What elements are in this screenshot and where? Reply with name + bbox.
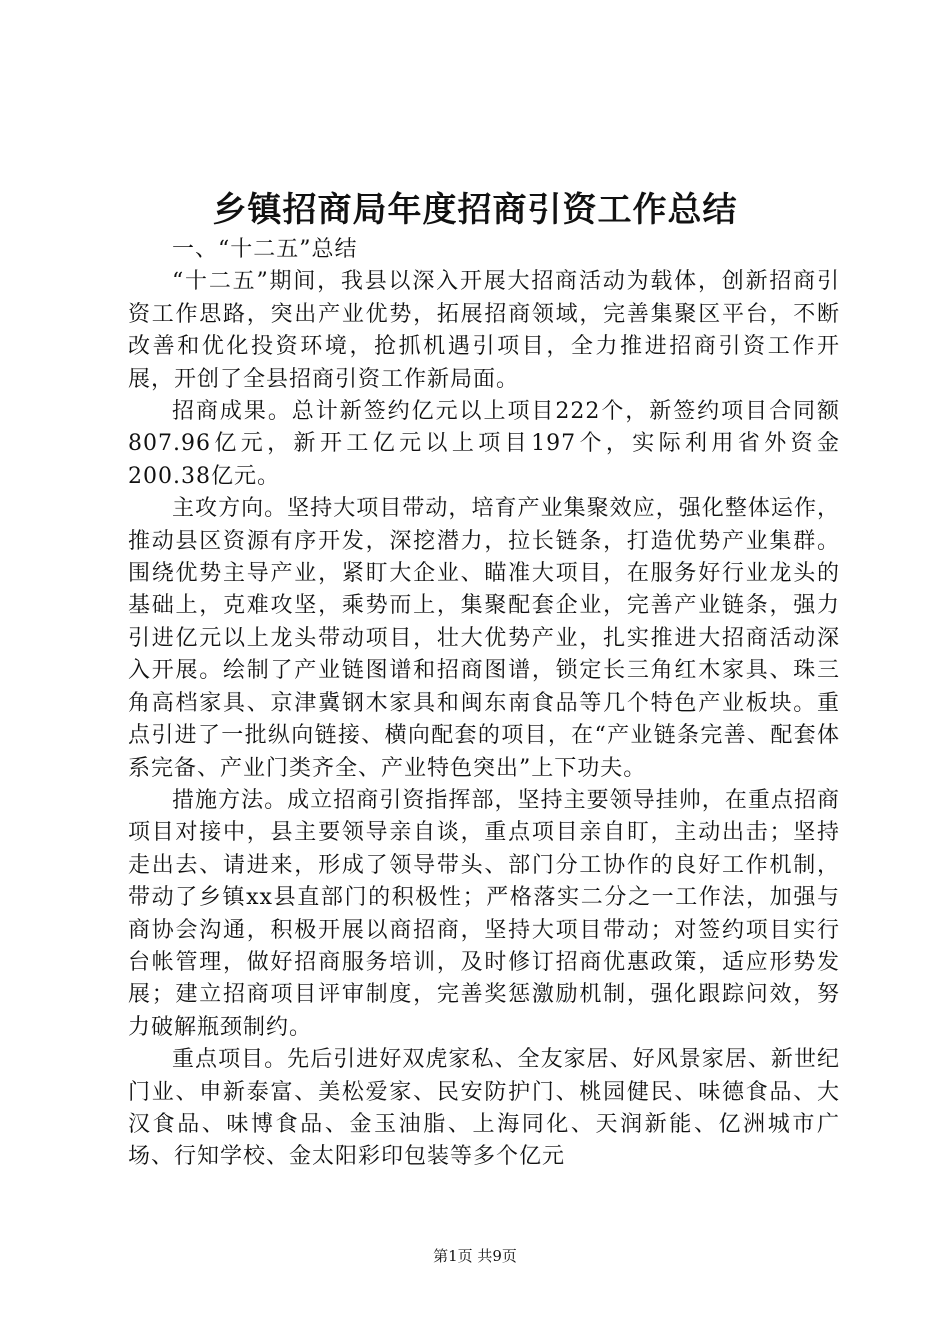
paragraph-measures: 措施方法。成立招商引资指挥部，坚持主要领导挂帅，在重点招商项目对接中，县主要领导亲自谈，重点项目亲自盯，主动出击；坚持走出去、请进来，形成了领导带头、部门分工协作的良好工作机制，带动了乡镇xx县直部门的积极性；严格落实二分之一工作法，加强与商协会沟通，积极开展以商招商，坚持大项目带动；对签约项目实行台帐管理，做好招商服务培训，及时修订招商优惠政策，适应形势发展；建立招商项目评审制度，完善奖惩激励机制，强化跟踪问效，努力破解瓶颈制约。 [128, 787, 840, 1040]
document-title: 乡镇招商局年度招商引资工作总结 [212, 190, 738, 230]
paragraph-results: 招商成果。总计新签约亿元以上项目222个，新签约项目合同额807.96亿元，新开工亿元以上项目197个，实际利用省外资金200.38亿元。 [128, 399, 840, 489]
page-number-footer: 第1页 共9页 [433, 1247, 517, 1265]
section-heading: 一、“十二五”总结 [172, 237, 358, 262]
paragraph-direction: 主攻方向。坚持大项目带动，培育产业集聚效应，强化整体运作，推动县区资源有序开发，深挖潜力，拉长链条，打造优势产业集群。围绕优势主导产业，紧盯大企业、瞄准大项目，在服务好行业龙头的基础上，克难攻坚，乘势而上，集聚配套企业，完善产业链条，强力引进亿元以上龙头带动项目，壮大优势产业，扎实推进大招商活动深入开展。绘制了产业链图谱和招商图谱，锁定长三角红木家具、珠三角高档家具、京津冀钢木家具和闽东南食品等几个特色产业板块。重点引进了一批纵向链接、横向配套的项目，在“产业链条完善、配套体系完备、产业门类齐全、产业特色突出”上下功夫。 [128, 496, 840, 781]
paragraph-key-projects: 重点项目。先后引进好双虎家私、全友家居、好风景家居、新世纪门业、申新泰富、美松爱家、民安防护门、桃园健民、味德食品、大汉食品、味博食品、金玉油脂、上海同化、天润新能、亿洲城市广场、行知学校、金太阳彩印包装等多个亿元 [128, 1047, 840, 1170]
document-body [128, 234, 840, 1174]
paragraph-overview: “十二五”期间，我县以深入开展大招商活动为载体，创新招商引资工作思路，突出产业优势，拓展招商领域，完善集聚区平台，不断改善和优化投资环境，抢抓机遇引项目，全力推进招商引资工作开展，开创了全县招商引资工作新局面。 [128, 269, 840, 392]
